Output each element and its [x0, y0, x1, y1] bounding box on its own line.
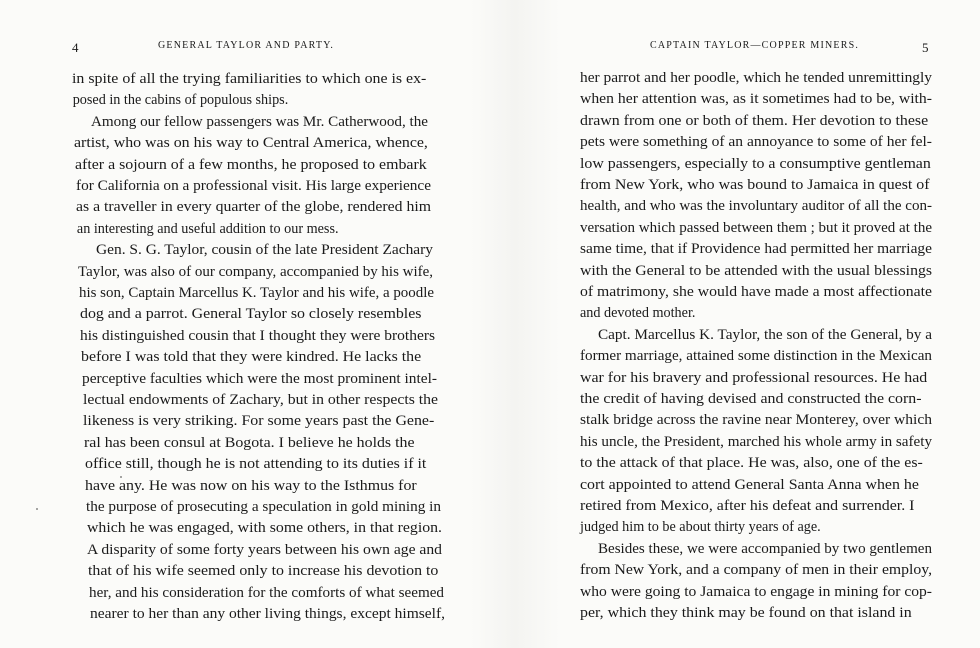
text-line: former marriage, attained some distinction in the Mexican [580, 348, 932, 365]
text-line: and devoted mother. [580, 305, 696, 322]
right-page [560, 0, 980, 648]
text-line: per, which they think may be found on that island in [580, 605, 912, 621]
text-line: likeness is very striking. For some years past the Gene- [83, 413, 435, 430]
text-line: the credit of having devised and constructed the corn- [580, 391, 922, 407]
text-line: artist, who was on his way to Central America, whence, [74, 135, 428, 152]
text-line: have any. He was now on his way to the Isthmus for [85, 477, 418, 494]
text-line: war for his bravery and professional resources. He had [580, 369, 928, 386]
text-line: from New York, and a company of men in their employ, [580, 562, 932, 579]
text-line: before I was told that they were kindred. He lacks the [81, 349, 422, 366]
text-line: dog and a parrot. General Taylor so closely resembles [79, 306, 422, 323]
text-line: of matrimony, she would have made a most affectionate [580, 284, 932, 300]
text-line: which he was engaged, with some others, in that region. [86, 520, 442, 537]
text-line: in spite of all the trying familiarities to which one is ex- [72, 71, 427, 87]
text-line: Gen. S. G. Taylor, cousin of the late President Zachary [95, 242, 433, 259]
text-line: ral has been consul at Bogota. I believe he holds the [83, 434, 415, 451]
text-line: low passengers, especially to a consumptive gentleman [580, 155, 931, 172]
text-line: who were going to Jamaica to engage in mining for cop- [580, 583, 932, 600]
text-line: when her attention was, as it sometimes had to be, with- [580, 91, 932, 108]
text-line: versation which passed between them ; but it proved at the [580, 219, 932, 236]
text-line: health, and who was the involuntary auditor of all the con- [580, 198, 932, 215]
text-line: drawn from one or both of them. Her devotion to these [580, 112, 929, 129]
text-line: A disparity of some forty years between his own age and [87, 541, 443, 558]
text-line: retired from Mexico, after his defeat and surrender. I [580, 498, 915, 514]
text-line: Among our fellow passengers was Mr. Catherwood, the [91, 113, 429, 130]
text-line: Capt. Marcellus K. Taylor, the son of the General, by a [598, 326, 932, 343]
text-line: an interesting and useful addition to our mess. [76, 220, 339, 237]
text-line: Besides these, we were accompanied by two gentlemen [598, 540, 932, 557]
text-line: office still, though he is not attending to its duties if it [84, 456, 426, 473]
right-page-number: 5 [922, 40, 929, 55]
left-page-number: 4 [72, 40, 79, 55]
text-line: for California on a professional visit. His large experience [75, 178, 431, 194]
text-line: nearer to her than any other living things, except himself, [89, 606, 445, 622]
text-line: judged him to be about thirty years of age. [580, 519, 821, 536]
text-line: his uncle, the President, marched his whole army in safety [580, 433, 932, 450]
text-line: his distinguished cousin that I thought they were brothers [80, 327, 436, 344]
text-line: Taylor, was also of our company, accompanied by his wife, [78, 263, 434, 280]
text-line: the purpose of prosecuting a speculation in gold mining in [86, 499, 441, 515]
text-line: same time, that if Providence had permitted her marriage [580, 241, 932, 258]
text-line: pets were something of an annoyance to some of her fel- [580, 134, 932, 151]
paper-speck [36, 508, 38, 510]
text-line: as a traveller in every quarter of the globe, rendered him [76, 199, 432, 216]
text-line: that of his wife seemed only to increase his devotion to [88, 563, 439, 580]
right-running-head: CAPTAIN TAYLOR—COPPER MINERS. [650, 40, 860, 51]
text-line: her parrot and her poodle, which he tended unremittingly [580, 70, 932, 86]
text-line: perceptive faculties which were the most prominent intel- [81, 370, 437, 387]
left-running-head: GENERAL TAYLOR AND PARTY. [158, 40, 335, 51]
text-line: his son, Captain Marcellus K. Taylor and his wife, a poodle [79, 285, 434, 301]
left-page [0, 0, 470, 648]
text-line: to the attack of that place. He was, also, one of the es- [580, 455, 923, 472]
text-line: lectual endowments of Zachary, but in other respects the [82, 392, 438, 408]
text-line: her, and his consideration for the comforts of what seemed [88, 584, 444, 601]
text-line: cort appointed to attend General Santa Anna when he [580, 476, 919, 493]
book-gutter [470, 0, 560, 648]
paper-speck [120, 476, 122, 478]
text-line: posed in the cabins of populous ships. [72, 92, 289, 109]
text-line: from New York, who was bound to Jamaica in quest of [580, 177, 930, 193]
text-line: after a sojourn of a few months, he proposed to embark [74, 156, 427, 173]
text-line: with the General to be attended with the usual blessings [580, 262, 932, 279]
text-line: stalk bridge across the ravine near Monterey, over which [580, 412, 932, 429]
